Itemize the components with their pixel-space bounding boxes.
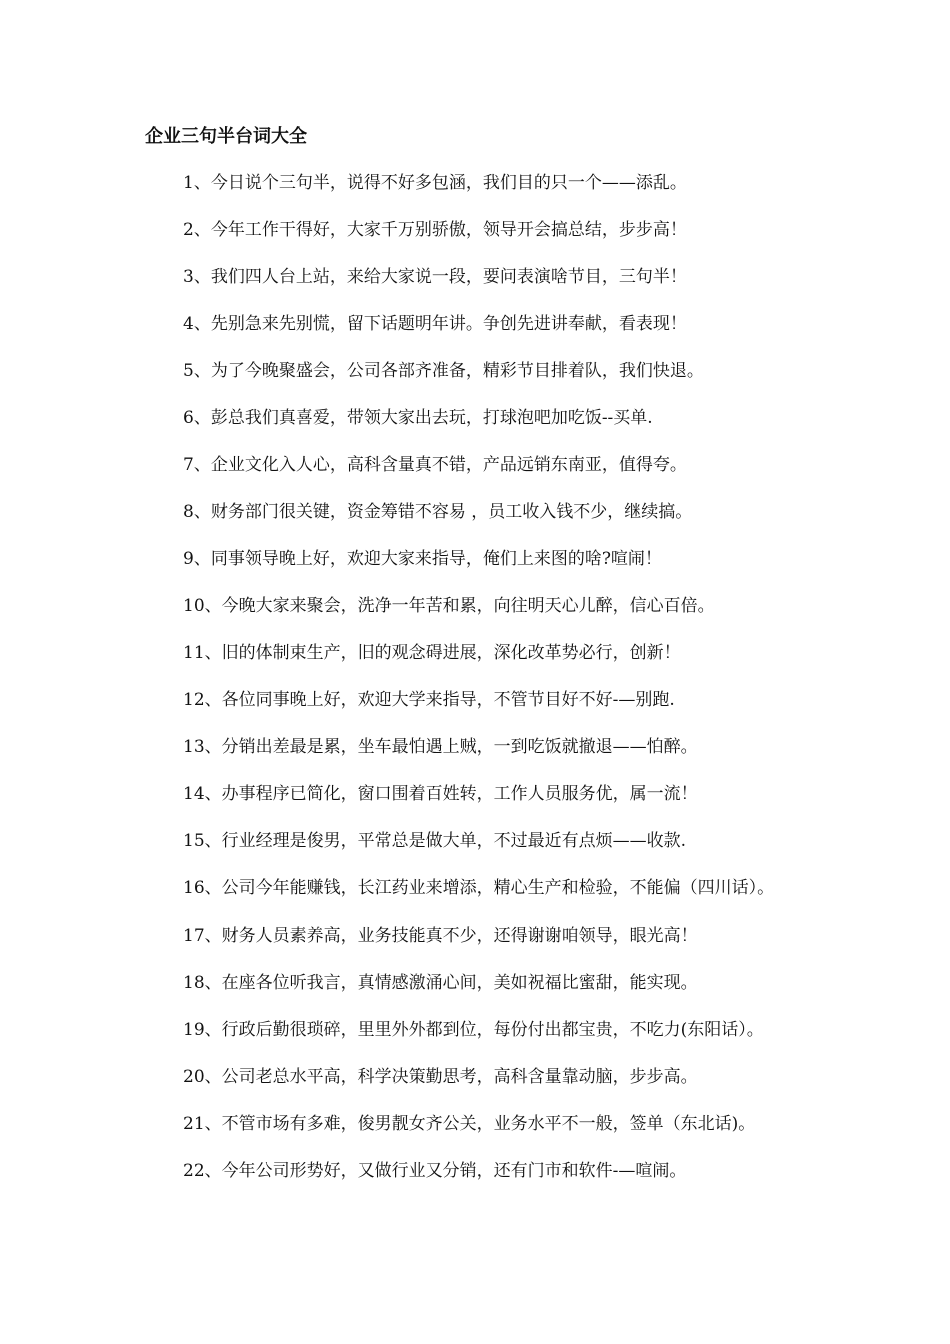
list-item: 19、行政后勤很琐碎，里里外外都到位，每份付出都宝贵，不吃力(东阳话）。 bbox=[183, 1020, 764, 1040]
list-item: 12、各位同事晚上好，欢迎大学来指导，不管节目好不好-—别跑. bbox=[183, 690, 675, 710]
list-item: 18、在座各位听我言，真情感激涌心间，美如祝福比蜜甜，能实现。 bbox=[183, 973, 698, 993]
list-item: 8、财务部门很关键，资金筹错不容易 ，员工收入钱不少，继续搞。 bbox=[183, 502, 693, 522]
list-item: 15、行业经理是俊男，平常总是做大单，不过最近有点烦——收款. bbox=[183, 831, 687, 851]
list-item: 7、企业文化入人心，高科含量真不错，产品远销东南亚，值得夸。 bbox=[183, 455, 687, 475]
list-item: 9、同事领导晚上好，欢迎大家来指导，俺们上来图的啥?喧闹！ bbox=[183, 549, 662, 569]
document-title: 企业三句半台词大全 bbox=[145, 126, 307, 147]
list-item: 16、公司今年能赚钱，长江药业来增添，精心生产和检验，不能偏（四川话）。 bbox=[183, 878, 775, 898]
list-item: 17、财务人员素养高，业务技能真不少，还得谢谢咱领导，眼光高！ bbox=[183, 926, 698, 946]
list-item: 10、今晚大家来聚会，洗净一年苦和累，向往明天心儿醉，信心百倍。 bbox=[183, 596, 715, 616]
list-item: 6、彭总我们真喜爱，带领大家出去玩，打球泡吧加吃饭--买单. bbox=[183, 408, 653, 428]
list-item: 22、今年公司形势好，又做行业又分销，还有门市和软件-—喧闹。 bbox=[183, 1161, 687, 1181]
list-item: 11、旧的体制束生产，旧的观念碍进展，深化改革势必行，创新！ bbox=[183, 643, 681, 663]
list-item: 2、今年工作干得好，大家千万别骄傲，领导开会搞总结，步步高！ bbox=[183, 220, 687, 240]
list-item: 13、分销出差最是累，坐车最怕遇上贼，一到吃饭就撤退——怕醉。 bbox=[183, 737, 698, 757]
list-item: 1、今日说个三句半，说得不好多包涵，我们目的只一个——添乱。 bbox=[183, 173, 687, 193]
list-item: 21、不管市场有多难，俊男靓女齐公关，业务水平不一般，签单（东北话)。 bbox=[183, 1114, 756, 1134]
list-item: 20、公司老总水平高，科学决策勤思考，高科含量靠动脑，步步高。 bbox=[183, 1067, 698, 1087]
list-item: 14、办事程序已简化，窗口围着百姓转，工作人员服务优，属一流！ bbox=[183, 784, 698, 804]
list-item: 3、我们四人台上站，来给大家说一段，要问表演啥节目，三句半！ bbox=[183, 267, 687, 287]
list-item: 4、先别急来先别慌，留下话题明年讲。争创先进讲奉献，看表现！ bbox=[183, 314, 687, 334]
lines-list bbox=[145, 170, 845, 1205]
list-item: 5、为了今晚聚盛会，公司各部齐准备，精彩节目排着队，我们快退。 bbox=[183, 361, 704, 381]
